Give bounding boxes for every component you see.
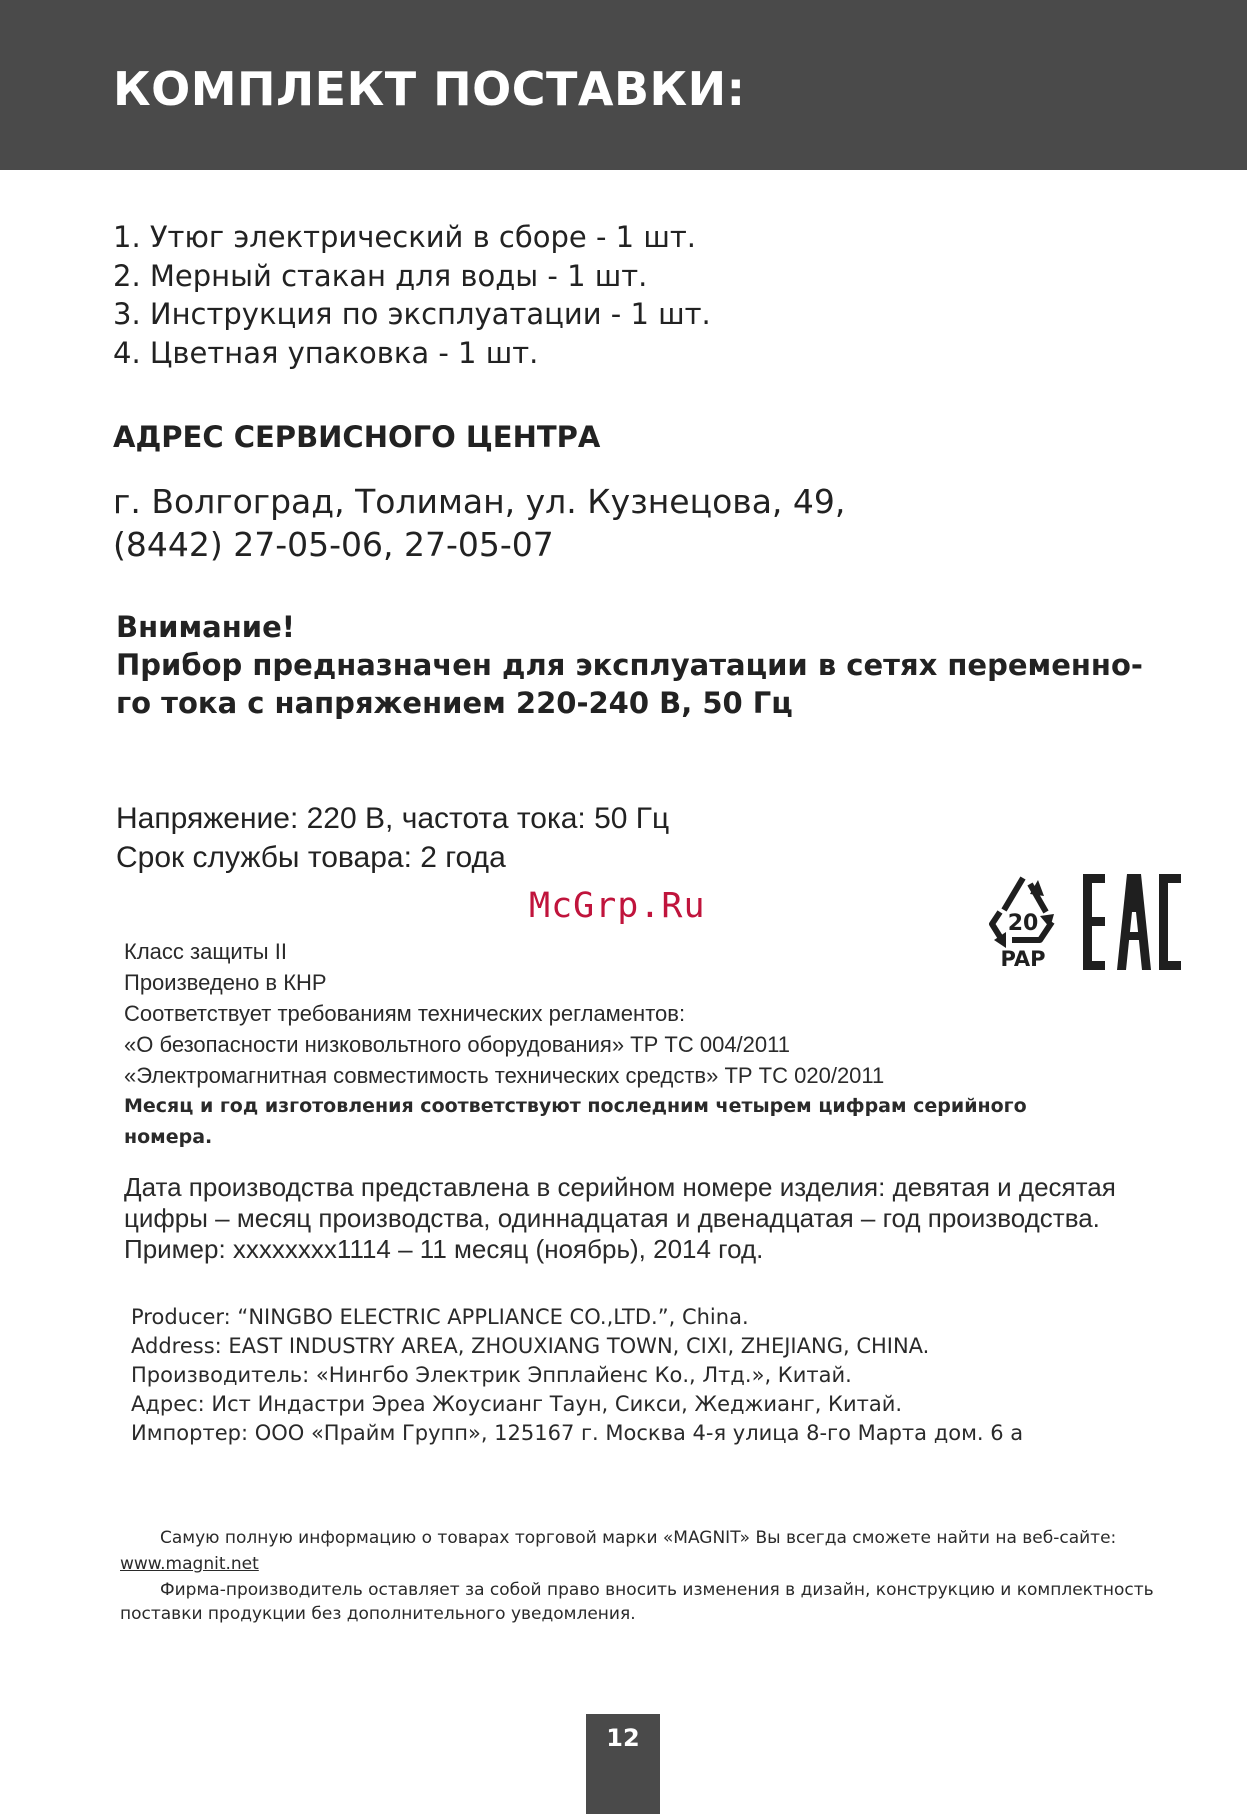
producer-en: Producer: “NINGBO ELECTRIC APPLIANCE CO.,LTD.”, China.	[131, 1305, 749, 1329]
serial-note: номера.	[124, 1126, 213, 1148]
address-en: Address: EAST INDUSTRY AREA, ZHOUXIANG TOWN, CIXI, ZHEJIANG, CHINA.	[131, 1334, 930, 1358]
service-phones: (8442) 27-05-06, 27-05-07	[113, 525, 554, 564]
service-address	[113, 480, 845, 566]
info-text: Самую полную информацию о товарах торговой марки «MAGNIT» Вы всегда сможете найти на веб-сайте:	[160, 1528, 1117, 1548]
kit-list	[113, 218, 711, 372]
producer-ru: Производитель: «Нингбо Электрик Эпплайенс Ко., Лтд.», Китай.	[131, 1363, 852, 1387]
made-in: Произведено в КНР	[124, 970, 327, 995]
serial-note: Месяц и год изготовления соответствуют последним четырем цифрам серийного	[124, 1095, 1027, 1117]
warning-title: Внимание!	[116, 610, 295, 644]
recycle-code: PAP	[1000, 947, 1046, 970]
kit-item: 3. Инструкция по эксплуатации - 1 шт.	[113, 297, 711, 331]
service-center-title: АДРЕС СЕРВИСНОГО ЦЕНТРА	[113, 420, 601, 454]
recycle-number: 20	[1007, 911, 1039, 936]
compliance-text: Соответствует требованиям технических регламентов:	[124, 1001, 686, 1026]
certification-block	[124, 936, 1027, 1153]
voltage-spec: Напряжение: 220 В, частота тока: 50 Гц	[116, 802, 670, 835]
header-band	[0, 0, 1247, 170]
warning-block	[116, 608, 1156, 722]
warning-line: го тока с напряжением 220-240 В, 50 Гц	[116, 686, 793, 720]
service-address-line: г. Волгоград, Толиман, ул. Кузнецова, 49,	[113, 482, 846, 521]
page-title: КОМПЛЕКТ ПОСТАВКИ:	[113, 62, 746, 116]
protection-class: Класс защиты II	[124, 939, 287, 964]
address-ru: Адрес: Ист Индастри Эреа Жоусианг Таун, Сикси, Жеджианг, Китай.	[131, 1392, 903, 1416]
page-number: 12	[586, 1714, 660, 1814]
regulation-line: «О безопасности низковольтного оборудования» ТР ТС 004/2011	[124, 1032, 790, 1057]
date-info-line: Пример: xxxxxxxx1114 – 11 месяц (ноябрь), 2014 год.	[124, 1234, 764, 1264]
kit-item: 1. Утюг электрический в сборе - 1 шт.	[113, 220, 696, 254]
lifetime-spec: Срок службы товара: 2 года	[116, 841, 506, 874]
regulation-line: «Электромагнитная совместимость технических средств» ТР ТС 020/2011	[124, 1063, 885, 1088]
footer-notes	[120, 1526, 1190, 1628]
watermark: McGrp.Ru	[529, 886, 706, 926]
date-info-line: цифры – месяц производства, одиннадцатая и двенадцатая – год производства.	[124, 1203, 1100, 1233]
importer: Импортер: ООО «Прайм Групп», 125167 г. Москва 4-я улица 8-го Марта дом. 6 а	[131, 1421, 1024, 1445]
date-info-line: Дата производства представлена в серийном номере изделия: девятая и десятая	[124, 1172, 1116, 1202]
website-link[interactable]: www.magnit.net	[120, 1554, 259, 1574]
kit-item: 2. Мерный стакан для воды - 1 шт.	[113, 258, 648, 293]
producer-block	[131, 1303, 1023, 1448]
production-date-info	[124, 1172, 1116, 1265]
warning-line: Прибор предназначен для эксплуатации в сетях переменно-	[116, 648, 1143, 682]
eac-icon	[1083, 874, 1181, 970]
kit-item: 4. Цветная упаковка - 1 шт.	[113, 335, 539, 370]
specs-block	[116, 799, 669, 877]
disclaimer: Фирма-производитель оставляет за собой право вносить изменения в дизайн, конструкцию и комплектность поставки продукции без дополнительного уведомления.	[120, 1580, 1154, 1624]
